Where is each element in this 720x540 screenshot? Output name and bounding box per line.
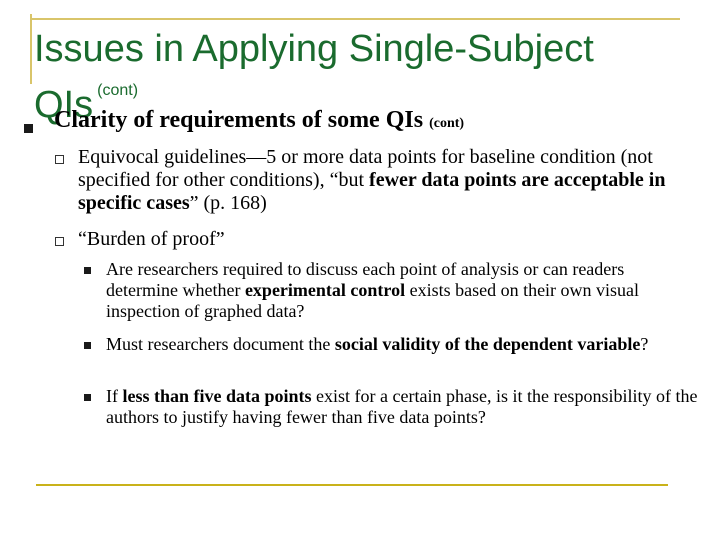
- question-social-validity: [106, 334, 698, 355]
- small-square-bullet-icon: [84, 267, 91, 274]
- sub-item-text-end: ” (p. 168): [189, 192, 267, 214]
- question-text: Must researchers document the: [106, 334, 335, 354]
- question-emphasis: experimental control: [244, 280, 406, 300]
- question-emphasis: social validity of the dependent variable: [334, 334, 641, 354]
- sub-item-text: Equivocal guidelines—5 or more data points for baseline condition (not specified for other conditions), “but: [78, 146, 653, 191]
- sub-item-emphasis: fewer data points are acceptable in specific cases: [78, 169, 666, 214]
- question-text-end: ?: [640, 334, 649, 354]
- hollow-square-bullet-icon: [55, 237, 64, 246]
- question-text-end: exist for a certain phase, is it the responsibility of the authors to justify having fewer than five data points?: [106, 386, 698, 427]
- slide-title-suffix: (cont): [97, 82, 139, 99]
- question-text-end: exists based on their own visual inspection of graphed data?: [106, 280, 640, 321]
- question-data-points: [106, 386, 698, 428]
- small-square-bullet-icon: [84, 342, 91, 349]
- main-point: [54, 106, 720, 138]
- hollow-square-bullet-icon: [55, 155, 64, 164]
- sub-item-guidelines: [78, 146, 698, 215]
- sub-item-burden-of-proof: “Burden of proof”: [78, 228, 225, 250]
- question-analysis: [106, 259, 698, 322]
- decorative-top-line: [30, 18, 680, 20]
- main-point-text: Clarity of requirements of some QIs: [54, 107, 424, 133]
- decorative-bottom-line: [36, 484, 668, 486]
- decorative-vertical-line: [30, 14, 32, 84]
- slide-title-text: Issues in Applying Single-Subject QIs: [34, 28, 594, 126]
- question-text: Are researchers required to discuss each point of analysis or can readers determine whether: [106, 259, 625, 300]
- main-point-suffix: (cont): [429, 116, 465, 131]
- small-square-bullet-icon: [84, 394, 91, 401]
- square-bullet-icon: [24, 124, 33, 133]
- question-text: If: [106, 386, 123, 406]
- question-emphasis: less than five data points: [122, 386, 312, 406]
